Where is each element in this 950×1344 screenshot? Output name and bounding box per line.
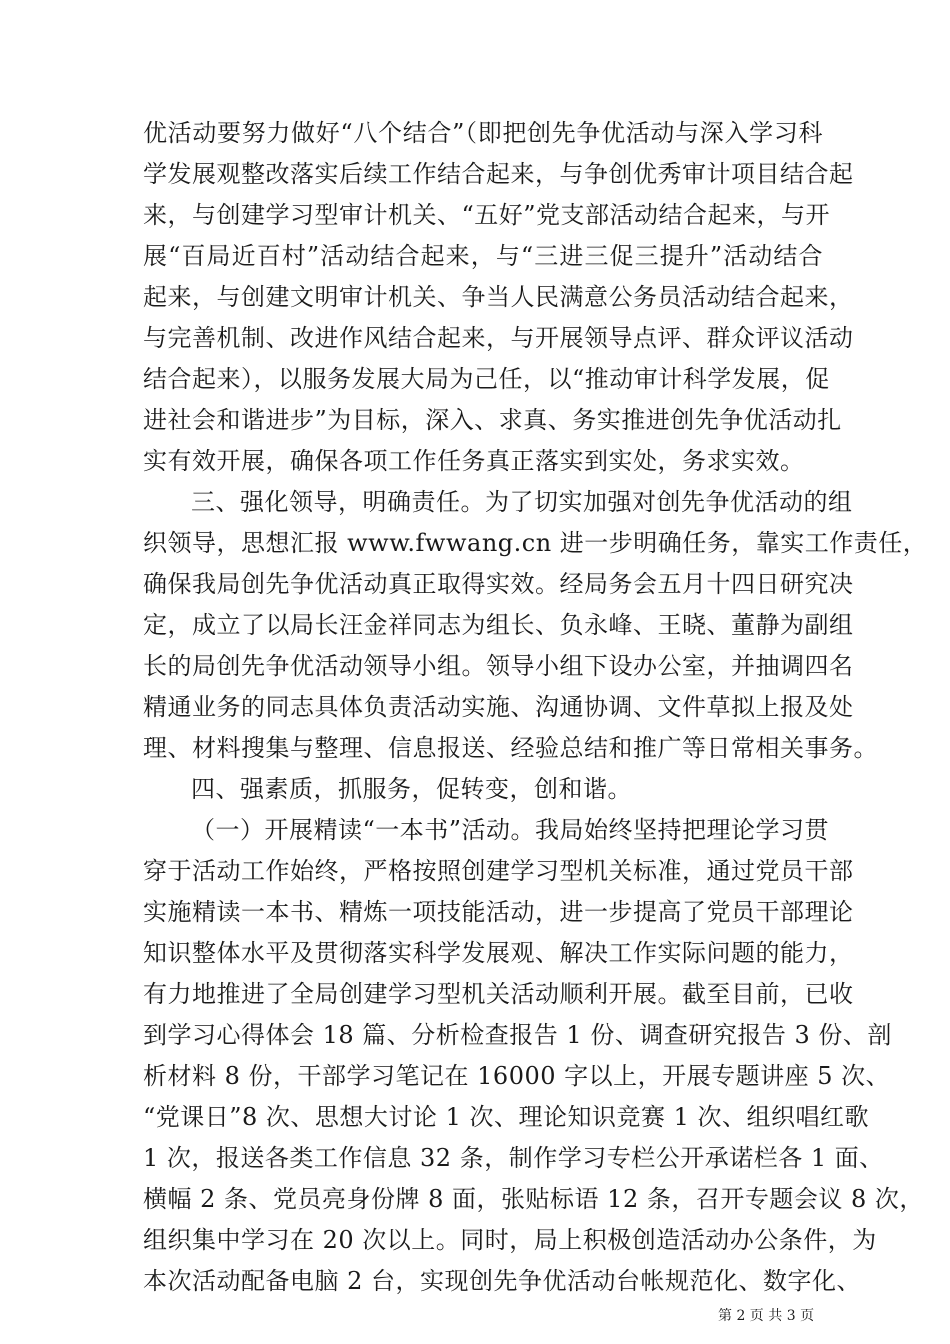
text-line: 与完善机制、改进作风结合起来，与开展领导点评、群众评议活动: [143, 324, 854, 352]
paragraph-heading-four: 四、强素质，抓服务，促转变，创和谐。: [191, 775, 632, 803]
text-line: 来，与创建学习型审计机关、“五好”党支部活动结合起来，与开: [143, 201, 831, 229]
text-line: 有力地推进了全局创建学习型机关活动顺利开展。截至目前，已收: [143, 980, 854, 1008]
text-line: 长的局创先争优活动领导小组。领导小组下设办公室，并抽调四名: [143, 652, 854, 680]
text-line: “党课日”8 次、思想大讨论 1 次、理论知识竞赛 1 次、组织唱红歌: [143, 1103, 869, 1131]
text-line: 理、材料搜集与整理、信息报送、经验总结和推广等日常相关事务。: [143, 734, 878, 762]
text-line: 学发展观整改落实后续工作结合起来，与争创优秀审计项目结合起: [143, 160, 854, 188]
text-line: 优活动要努力做好“八个结合”（即把创先争优活动与深入学习科: [143, 119, 823, 147]
text-line: 知识整体水平及贯彻落实科学发展观、解决工作实际问题的能力，: [143, 939, 854, 967]
text-line: 析材料 8 份，干部学习笔记在 16000 字以上，开展专题讲座 5 次、: [143, 1062, 891, 1090]
text-line: 确保我局创先争优活动真正取得实效。经局务会五月十四日研究决: [143, 570, 854, 598]
subsection-heading-one: （一）开展精读“一本书”活动。我局始终坚持把理论学习贯: [191, 816, 830, 844]
text-line: 展“百局近百村”活动结合起来，与“三进三促三提升”活动结合: [143, 242, 823, 270]
text-line: 进社会和谐进步”为目标，深入、求真、务实推进创先争优活动扎: [143, 406, 842, 434]
text-line: 穿于活动工作始终，严格按照创建学习型机关标准，通过党员干部: [143, 857, 854, 885]
text-line: 织领导，思想汇报 www.fwwang.cn 进一步明确任务，靠实工作责任，: [143, 529, 928, 557]
text-line: 实有效开展，确保各项工作任务真正落实到实处，务求实效。: [143, 447, 805, 475]
text-line: 组织集中学习在 20 次以上。同时，局上积极创造活动办公条件，为: [143, 1226, 877, 1254]
text-line: 到学习心得体会 18 篇、分析检查报告 1 份、调查研究报告 3 份、剖: [143, 1021, 892, 1049]
text-line: 起来，与创建文明审计机关、争当人民满意公务员活动结合起来，: [143, 283, 854, 311]
text-line: 结合起来），以服务发展大局为己任，以“推动审计科学发展，促: [143, 365, 830, 393]
text-line: 定，成立了以局长汪金祥同志为组长、负永峰、王晓、董静为副组: [143, 611, 854, 639]
text-line: 横幅 2 条、党员亮身份牌 8 面，张贴标语 12 条，召开专题会议 8 次，: [143, 1185, 924, 1213]
text-line: 本次活动配备电脑 2 台，实现创先争优活动台帐规范化、数字化、: [143, 1267, 862, 1295]
text-line: 实施精读一本书、精炼一项技能活动，进一步提高了党员干部理论: [143, 898, 854, 926]
text-line: 精通业务的同志具体负责活动实施、沟通协调、文件草拟上报及处: [143, 693, 854, 721]
page-number-footer: 第 2 页 共 3 页: [718, 1308, 815, 1324]
paragraph-heading-three: 三、强化领导，明确责任。为了切实加强对创先争优活动的组: [191, 488, 853, 516]
text-line: 1 次，报送各类工作信息 32 条，制作学习专栏公开承诺栏各 1 面、: [143, 1144, 884, 1172]
